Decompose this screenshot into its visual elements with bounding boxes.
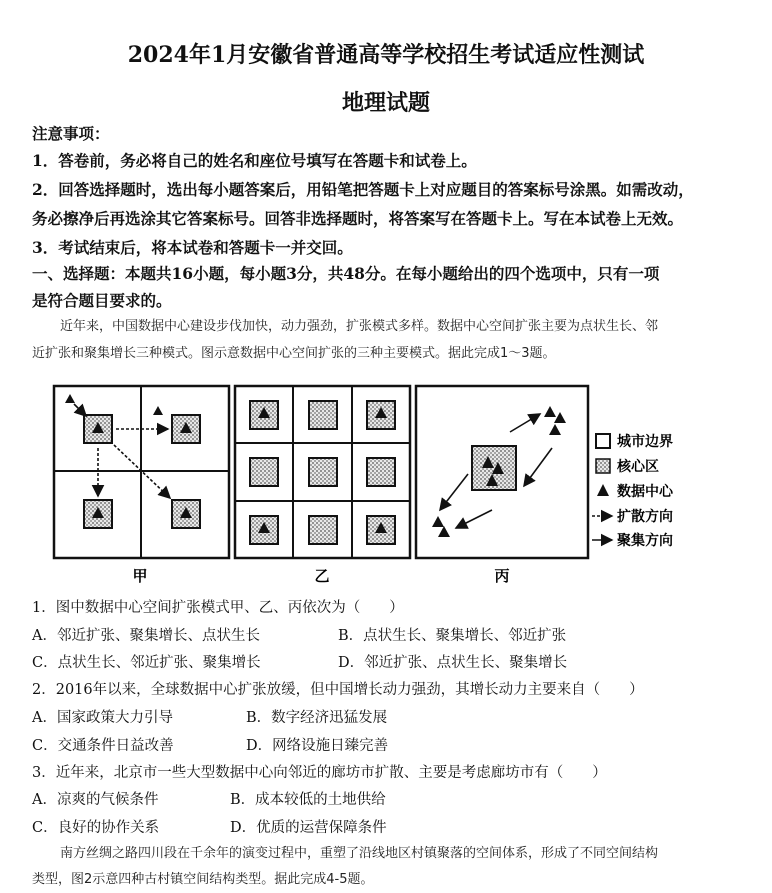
section-heading-line2: 是符合题目要求的。 [32,291,172,310]
exam-title: 2024年1月安徽省普通高等学校招生考试适应性测试 [127,42,645,68]
intro-paragraph-line1: 近年来，中国数据中心建设步伐加快，动力强劲，扩张模式多样。数据中心空间扩张主要为点状生长、邻 [60,319,659,334]
question-2-option-b: B．数字经济迅猛发展 [246,710,388,726]
panel-label-jia: 甲 [132,567,148,585]
panel-label-yi: 乙 [314,567,330,585]
question-1-option-b: B．点状生长、聚集增长、邻近扩张 [338,628,567,644]
panel-yi [235,386,410,585]
note-item-2: 2．回答选择题时，选出每小题答案后，用铅笔把答题卡上对应题目的答案标号涂黑。如需改动， [32,180,694,199]
question-3-option-d: D．优质的运营保障条件 [230,820,387,836]
question-3-stem: 3．近年来，北京市一些大型数据中心向邻近的廊坊市扩散、主要是考虑廊坊市有（ ） [32,765,607,781]
exam-subtitle: 地理试题 [341,90,430,116]
notes-heading: 注意事项： [32,124,110,143]
panel-bing [416,386,588,585]
question-1-option-a: A．邻近扩张、聚集增长、点状生长 [32,628,260,644]
section-heading-line1: 一、选择题：本题共16小题，每小题3分，共48分。在每小题给出的四个选项中，只有一项 [32,264,660,283]
legend-city-boundary: 城市边界 [617,434,673,450]
expansion-modes-figure [52,382,752,587]
panel-jia [54,386,229,585]
legend-diffusion: 扩散方向 [617,509,673,525]
question-3-option-b: B．成本较低的土地供给 [230,792,386,808]
legend-data-center: 数据中心 [617,484,673,500]
intro2-paragraph-line1: 南方丝绸之路四川段在千余年的演变过程中，重塑了沿线地区村镇聚落的空间体系，形成了不同空间结构 [60,846,659,861]
question-3-option-a: A．凉爽的气候条件 [32,792,159,808]
intro2-paragraph-line2: 类型，图2示意四种古村镇空间结构类型。据此完成4-5题。 [32,872,374,887]
panel-label-bing: 丙 [494,567,510,585]
question-1-option-c: C．点状生长、邻近扩张、聚集增长 [32,655,261,671]
legend-core-area: 核心区 [617,459,659,475]
question-1-stem: 1．图中数据中心空间扩张模式甲、乙、丙依次为（ ） [32,600,404,616]
question-2-option-a: A．国家政策大力引导 [32,710,173,726]
question-2-option-c: C．交通条件日益改善 [32,738,174,754]
note-item-3: 3．考试结束后，将本试卷和答题卡一并交回。 [32,238,353,257]
note-item-1: 1．答卷前，务必将自己的姓名和座位号填写在答题卡和试卷上。 [32,151,477,170]
question-2-option-d: D．网络设施日臻完善 [246,738,389,754]
figure-legend [592,433,674,549]
question-1-option-d: D．邻近扩张、点状生长、聚集增长 [338,655,568,671]
intro-paragraph-line2: 近扩张和聚集增长三种模式。图示意数据中心空间扩张的三种主要模式。据此完成1～3题。 [32,346,556,361]
legend-agglomeration: 聚集方向 [617,533,673,549]
question-2-stem: 2．2016年以来，全球数据中心扩张放缓，但中国增长动力强劲，其增长动力主要来自（ ） [32,682,644,698]
question-3-option-c: C．良好的协作关系 [32,820,160,836]
note-item-2-cont: 务必擦净后再选涂其它答案标号。回答非选择题时，将答案写在答题卡上。写在本试卷上无效。 [32,209,684,228]
